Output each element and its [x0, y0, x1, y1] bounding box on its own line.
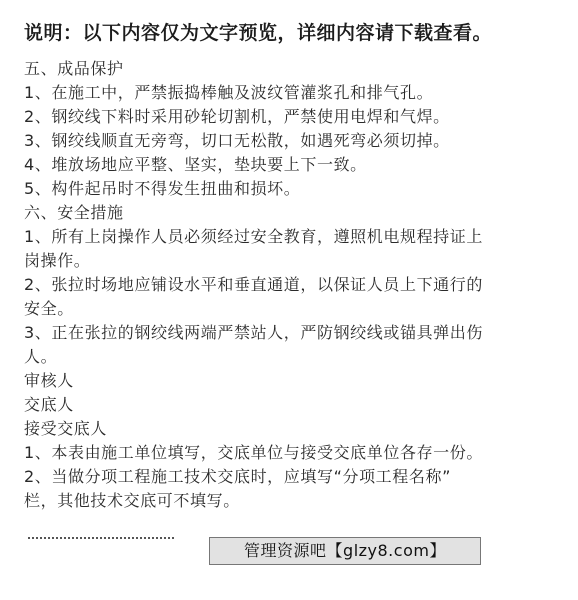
protection-item-4: 4、堆放场地应平整、坚实，垫块要上下一致。: [24, 155, 367, 174]
document-body: [24, 57, 554, 513]
note-item-1: 1、本表由施工单位填写，交底单位与接受交底单位各存一份。: [24, 443, 483, 462]
safety-item-1-line-2: 岗操作。: [24, 251, 91, 270]
section-heading-safety: 六、安全措施: [24, 203, 124, 222]
protection-item-1: 1、在施工中，严禁振捣棒触及波纹管灌浆孔和排气孔。: [24, 83, 434, 102]
safety-item-1-line-1: 1、所有上岗操作人员必须经过安全教育，遵照机电规程持证上: [24, 227, 483, 246]
safety-item-2-line-2: 安全。: [24, 299, 74, 318]
protection-item-3: 3、钢绞线顺直无旁弯，切口无松散，如遇死弯必须切掉。: [24, 131, 450, 150]
protection-item-5: 5、构件起吊时不得发生扭曲和损坏。: [24, 179, 301, 198]
safety-item-3-line-2: 人。: [24, 347, 58, 366]
briefer-label: 交底人: [24, 395, 74, 414]
note-item-2-line-1: 2、当做分项工程施工技术交底时，应填写“分项工程名称”: [24, 467, 451, 486]
site-brand-link[interactable]: 管理资源吧【glzy8.com】: [209, 537, 481, 565]
safety-item-3-line-1: 3、正在张拉的钢绞线两端严禁站人，严防钢绞线或锚具弹出伤: [24, 323, 483, 342]
safety-item-2-line-1: 2、张拉时场地应铺设水平和垂直通道，以保证人员上下通行的: [24, 275, 483, 294]
reviewer-label: 审核人: [24, 371, 74, 390]
preview-notice: 说明：以下内容仅为文字预览，详细内容请下载查看。: [24, 22, 493, 44]
dotted-divider: [28, 537, 174, 545]
recipient-label: 接受交底人: [24, 419, 108, 438]
section-heading-protection: 五、成品保护: [24, 59, 124, 78]
note-item-2-line-2: 栏，其他技术交底可不填写。: [24, 491, 240, 510]
protection-item-2: 2、钢绞线下料时采用砂轮切割机，严禁使用电焊和气焊。: [24, 107, 450, 126]
